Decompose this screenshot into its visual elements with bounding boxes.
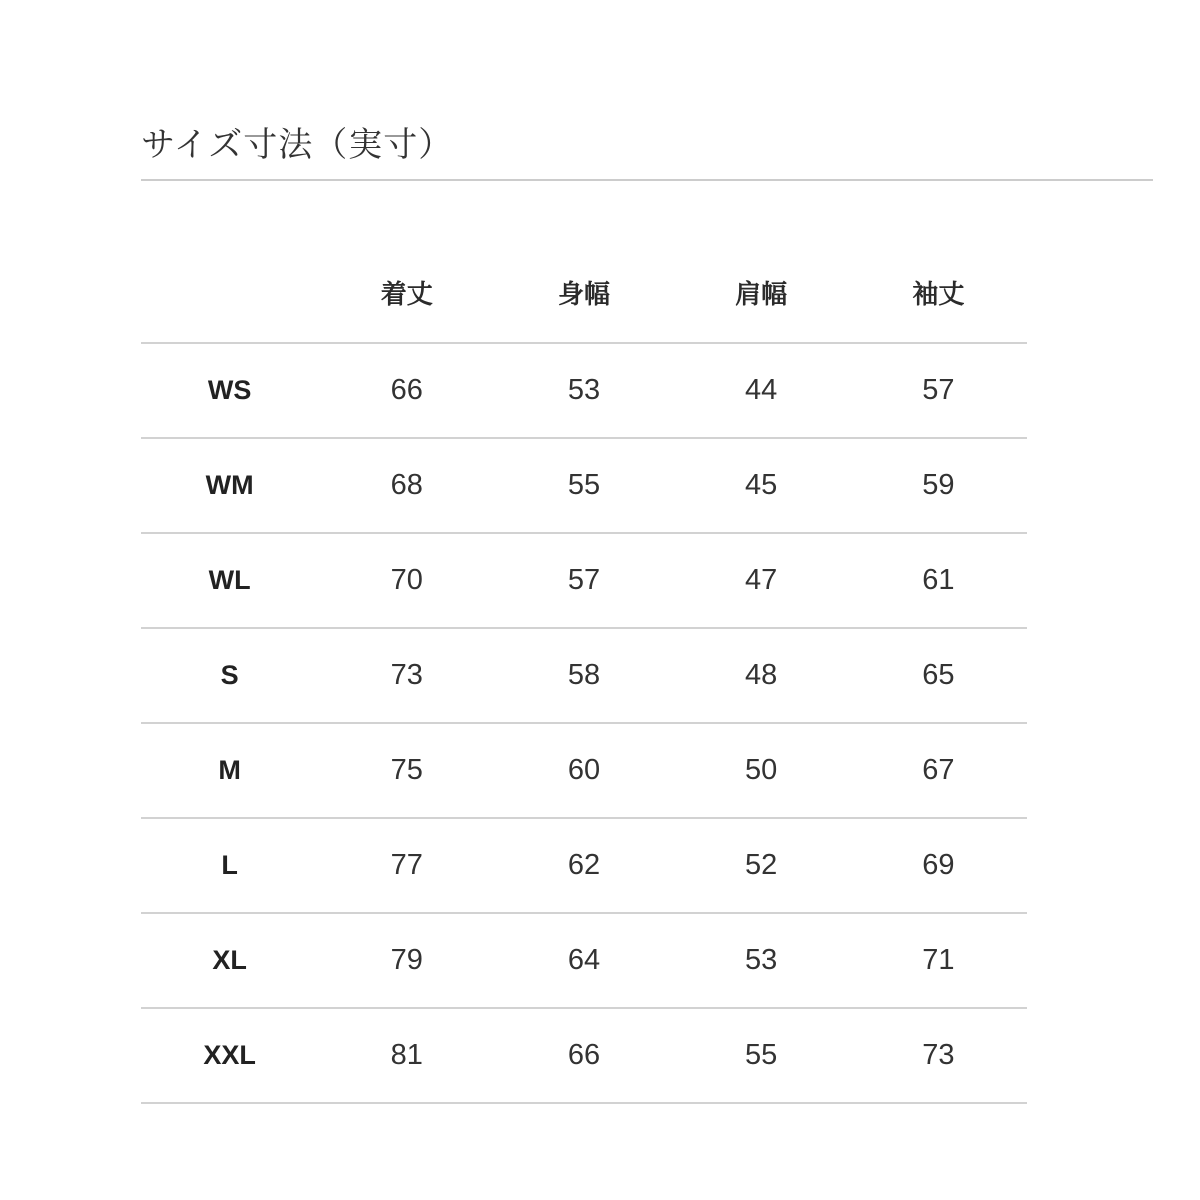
measurement-value: 57 xyxy=(567,564,601,596)
table-body xyxy=(141,343,1027,1103)
page-title: サイズ寸法（実寸） xyxy=(141,126,454,165)
table-row xyxy=(141,533,1027,628)
table-row xyxy=(141,438,1027,533)
size-label: WS xyxy=(207,375,252,405)
size-label: WM xyxy=(205,470,254,500)
size-label: XL xyxy=(212,945,247,975)
measurement-value: 69 xyxy=(922,849,955,881)
size-label: WL xyxy=(208,565,251,595)
table-row xyxy=(141,818,1027,913)
column-header: 袖丈 xyxy=(912,279,965,309)
measurement-value: 58 xyxy=(567,659,601,691)
column-header: 着丈 xyxy=(380,279,433,309)
measurement-value: 44 xyxy=(745,374,778,406)
measurement-value: 73 xyxy=(390,659,423,691)
measurement-value: 68 xyxy=(390,469,423,501)
measurement-value: 45 xyxy=(745,469,778,501)
size-label: M xyxy=(218,755,241,785)
size-label: XXL xyxy=(203,1040,256,1070)
measurement-value: 65 xyxy=(922,659,955,691)
column-header: 身幅 xyxy=(557,279,610,309)
measurement-value: 55 xyxy=(567,469,601,501)
size-label: L xyxy=(221,850,238,880)
measurement-value: 53 xyxy=(567,374,601,406)
measurement-value: 77 xyxy=(390,849,423,881)
measurement-value: 59 xyxy=(922,469,955,501)
measurement-value: 62 xyxy=(567,849,601,881)
table-row xyxy=(141,913,1027,1008)
measurement-value: 71 xyxy=(922,944,955,976)
measurement-value: 53 xyxy=(745,944,778,976)
corner-cell xyxy=(141,243,318,343)
table-row xyxy=(141,628,1027,723)
measurement-value: 50 xyxy=(745,754,778,786)
measurement-value: 70 xyxy=(390,564,423,596)
measurement-value: 81 xyxy=(390,1039,423,1071)
measurement-value: 55 xyxy=(745,1039,778,1071)
measurement-value: 75 xyxy=(390,754,423,786)
size-table xyxy=(141,243,1027,1104)
table-row xyxy=(141,1008,1027,1103)
table-header-row xyxy=(141,243,1027,343)
measurement-value: 47 xyxy=(745,564,778,596)
table-row xyxy=(141,723,1027,818)
column-header: 肩幅 xyxy=(735,279,788,309)
table-row xyxy=(141,343,1027,438)
size-label: S xyxy=(220,660,239,690)
title-divider xyxy=(141,179,1153,181)
measurement-value: 52 xyxy=(745,849,778,881)
measurement-value: 64 xyxy=(567,944,601,976)
measurement-value: 48 xyxy=(745,659,778,691)
measurement-value: 66 xyxy=(390,374,423,406)
measurement-value: 73 xyxy=(922,1039,955,1071)
measurement-value: 57 xyxy=(922,374,955,406)
measurement-value: 67 xyxy=(922,754,955,786)
measurement-value: 60 xyxy=(567,754,601,786)
measurement-value: 61 xyxy=(922,564,955,596)
measurement-value: 66 xyxy=(567,1039,601,1071)
measurement-value: 79 xyxy=(390,944,423,976)
